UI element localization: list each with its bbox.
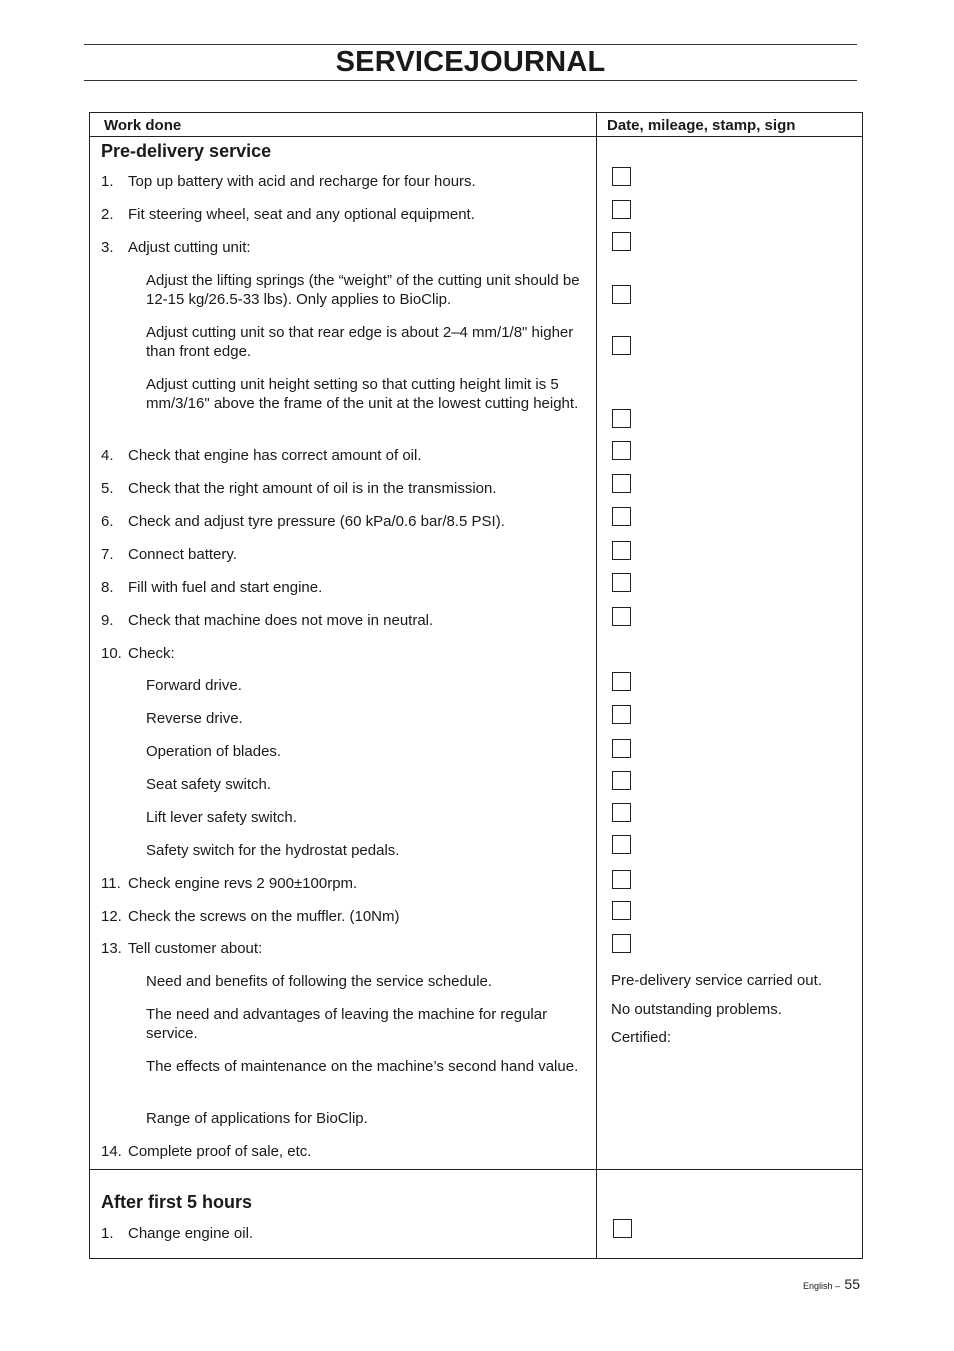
subtask-text: Lift lever safety switch.: [146, 809, 297, 826]
task-item: [101, 238, 251, 257]
task-number: 3.: [101, 239, 114, 256]
task-item: [101, 545, 237, 564]
column-header-date-stamp: Date, mileage, stamp, sign: [607, 117, 796, 134]
task-checkbox[interactable]: [612, 901, 631, 920]
certification-note: Pre-delivery service carried out.: [611, 972, 822, 989]
subtask-text: Forward drive.: [146, 677, 242, 694]
task-text: Check and adjust tyre pressure (60 kPa/0.6 bar/8.5 PSI).: [128, 513, 505, 530]
subtask-checkbox[interactable]: [612, 336, 631, 355]
subtask-checkbox[interactable]: [612, 739, 631, 758]
task-checkbox[interactable]: [612, 232, 631, 251]
task-number: 8.: [101, 579, 114, 596]
page-number: 55: [844, 1276, 860, 1292]
task-text: Connect battery.: [128, 546, 237, 563]
service-journal-table: [89, 112, 863, 1259]
header-row-divider: [90, 136, 862, 137]
page-title: SERVICEJOURNAL: [335, 46, 606, 78]
section-title-after-5-hours: After first 5 hours: [101, 1192, 253, 1212]
subtask-checkbox[interactable]: [612, 409, 631, 428]
subtask-checkbox[interactable]: [612, 803, 631, 822]
subtask-text: Seat safety switch.: [146, 776, 272, 793]
task-item: [101, 578, 322, 597]
task-text: Change engine oil.: [128, 1225, 254, 1242]
subtask-checkbox[interactable]: [612, 285, 631, 304]
task-number: 4.: [101, 447, 114, 464]
task-checkbox[interactable]: [612, 474, 631, 493]
task-text: Fill with fuel and start engine.: [128, 579, 323, 596]
task-item: [101, 1224, 253, 1243]
task-number: 2.: [101, 206, 114, 223]
task-number: 9.: [101, 612, 114, 629]
task-checkbox[interactable]: [612, 607, 631, 626]
task-text: Check that the right amount of oil is in the transmission.: [128, 480, 497, 497]
certification-note: Certified:: [611, 1029, 672, 1046]
task-checkbox[interactable]: [612, 200, 631, 219]
subtask-text: Reverse drive.: [146, 710, 243, 727]
task-number: 11.: [101, 875, 121, 892]
subtask-text: Adjust the lifting springs (the “weight” of the cutting unit should be 12-15 kg/26.5-33 lbs). Only applies to BioClip.: [146, 272, 580, 308]
task-number: 14.: [101, 1143, 122, 1160]
task-item: [101, 205, 475, 224]
subtask-text: Safety switch for the hydrostat pedals.: [146, 842, 400, 859]
subtask-checkbox[interactable]: [612, 705, 631, 724]
task-number: 5.: [101, 480, 114, 497]
task-item: [101, 446, 422, 465]
task-item: [101, 1142, 311, 1161]
task-text: Check that engine has correct amount of oil.: [128, 447, 422, 464]
task-number: 1.: [101, 173, 114, 190]
task-checkbox[interactable]: [612, 507, 631, 526]
task-number: 1.: [101, 1225, 114, 1242]
subtask-text: The need and advantages of leaving the machine for regular service.: [146, 1006, 548, 1042]
task-text: Tell customer about:: [128, 940, 263, 957]
section-title-pre-delivery: Pre-delivery service: [101, 141, 272, 161]
task-checkbox[interactable]: [612, 441, 631, 460]
task-number: 12.: [101, 908, 122, 925]
page-footer: [803, 1276, 860, 1294]
task-text: Check engine revs 2 900±100rpm.: [128, 875, 358, 892]
task-item: [101, 479, 497, 498]
task-text: Check:: [128, 645, 175, 662]
section-divider: [90, 1169, 862, 1170]
subtask-checkbox[interactable]: [612, 835, 631, 854]
task-item: [101, 907, 400, 926]
task-item: [101, 611, 433, 630]
task-checkbox[interactable]: [612, 541, 631, 560]
header-rule-bottom: [84, 80, 857, 81]
subtask-text: Adjust cutting unit so that rear edge is about 2–4 mm/1/8" higher than front edge.: [146, 324, 574, 360]
task-checkbox[interactable]: [613, 1219, 632, 1238]
certification-note: No outstanding problems.: [611, 1001, 782, 1018]
column-divider: [596, 113, 597, 1258]
subtask-checkbox[interactable]: [612, 771, 631, 790]
task-number: 13.: [101, 940, 122, 957]
column-header-work-done: Work done: [104, 117, 182, 134]
task-number: 10.: [101, 645, 122, 662]
task-item: [101, 644, 175, 663]
subtask-text: Operation of blades.: [146, 743, 282, 760]
footer-language: English –: [802, 1281, 840, 1291]
task-text: Adjust cutting unit:: [128, 239, 251, 256]
task-number: 6.: [101, 513, 114, 530]
subtask-text: Adjust cutting unit height setting so that cutting height limit is 5 mm/3/16" above the frame of the unit at the lowest cutting height.: [146, 376, 579, 412]
task-item: [101, 512, 505, 531]
task-item: [101, 939, 262, 958]
subtask-text: The effects of maintenance on the machine’s second hand value.: [146, 1058, 579, 1075]
task-text: Check that machine does not move in neutral.: [128, 612, 434, 629]
task-text: Fit steering wheel, seat and any optional equipment.: [128, 206, 475, 223]
task-text: Check the screws on the muffler. (10Nm): [128, 908, 400, 925]
task-checkbox[interactable]: [612, 870, 631, 889]
task-item: [101, 172, 476, 191]
task-checkbox[interactable]: [612, 167, 631, 186]
subtask-checkbox[interactable]: [612, 672, 631, 691]
task-checkbox[interactable]: [612, 934, 631, 953]
task-text: Complete proof of sale, etc.: [128, 1143, 312, 1160]
task-number: 7.: [101, 546, 114, 563]
subtask-text: Range of applications for BioClip.: [146, 1110, 368, 1127]
task-text: Top up battery with acid and recharge for four hours.: [128, 173, 476, 190]
task-item: [101, 874, 357, 893]
task-checkbox[interactable]: [612, 573, 631, 592]
subtask-text: Need and benefits of following the service schedule.: [146, 973, 493, 990]
